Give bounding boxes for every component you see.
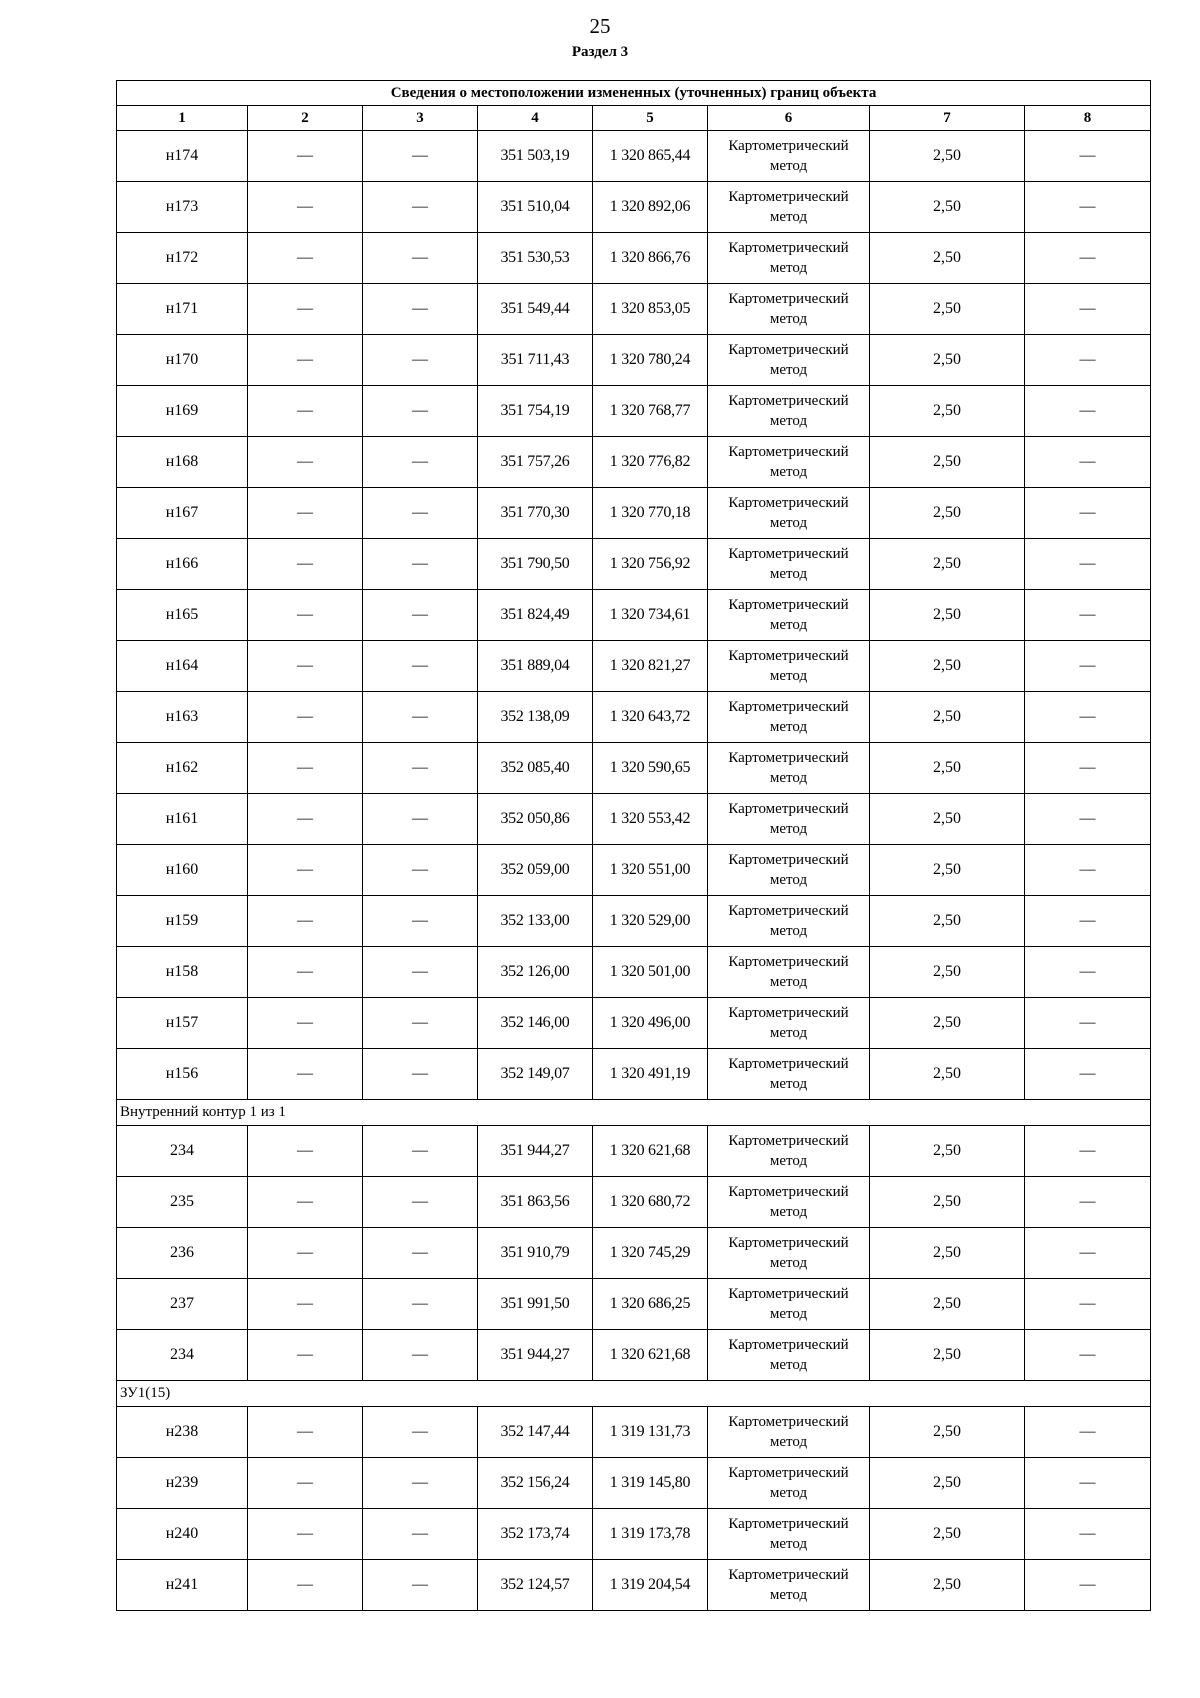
y-coordinate-cell: 1 320 866,76 [593,233,708,284]
group-header-row [117,1381,1151,1407]
x-coordinate-cell: 351 530,53 [478,233,593,284]
col3-cell: — [363,1177,478,1228]
point-name-cell: н240 [117,1509,248,1560]
col3-cell: — [363,1560,478,1611]
col2-cell: — [248,590,363,641]
col2-cell: — [248,947,363,998]
column-number: 2 [248,106,363,131]
table-row [117,539,1151,590]
x-coordinate-cell: 351 711,43 [478,335,593,386]
col8-cell: — [1025,1279,1151,1330]
x-coordinate-cell: 351 503,19 [478,131,593,182]
y-coordinate-cell: 1 320 491,19 [593,1049,708,1100]
method-cell: Картометрический метод [708,1049,870,1100]
group-header-row [117,1100,1151,1126]
accuracy-cell: 2,50 [870,1560,1025,1611]
table-row [117,1279,1151,1330]
col2-cell: — [248,1560,363,1611]
accuracy-cell: 2,50 [870,743,1025,794]
accuracy-cell: 2,50 [870,1509,1025,1560]
table-row [117,896,1151,947]
method-cell: Картометрический метод [708,182,870,233]
column-number: 3 [363,106,478,131]
col3-cell: — [363,692,478,743]
col8-cell: — [1025,1330,1151,1381]
col8-cell: — [1025,896,1151,947]
method-cell: Картометрический метод [708,1509,870,1560]
section-title: Раздел 3 [571,44,629,60]
accuracy-cell: 2,50 [870,794,1025,845]
table-row [117,1177,1151,1228]
table-row [117,233,1151,284]
table-caption-row [117,81,1151,106]
method-cell: Картометрический метод [708,1177,870,1228]
col3-cell: — [363,1407,478,1458]
point-name-cell: н160 [117,845,248,896]
col2-cell: — [248,335,363,386]
accuracy-cell: 2,50 [870,1407,1025,1458]
accuracy-cell: 2,50 [870,1126,1025,1177]
col2-cell: — [248,794,363,845]
point-name-cell: н156 [117,1049,248,1100]
column-number: 4 [478,106,593,131]
coordinates-table [116,80,1151,1611]
y-coordinate-cell: 1 319 173,78 [593,1509,708,1560]
col3-cell: — [363,947,478,998]
col8-cell: — [1025,947,1151,998]
point-name-cell: 234 [117,1126,248,1177]
col2-cell: — [248,1049,363,1100]
accuracy-cell: 2,50 [870,947,1025,998]
point-name-cell: н161 [117,794,248,845]
group-label: Внутренний контур 1 из 1 [117,1100,1151,1126]
col2-cell: — [248,233,363,284]
col8-cell: — [1025,233,1151,284]
method-cell: Картометрический метод [708,233,870,284]
column-number: 1 [117,106,248,131]
accuracy-cell: 2,50 [870,896,1025,947]
column-number: 7 [870,106,1025,131]
col3-cell: — [363,998,478,1049]
col8-cell: — [1025,743,1151,794]
col2-cell: — [248,437,363,488]
col8-cell: — [1025,1177,1151,1228]
method-cell: Картометрический метод [708,131,870,182]
col3-cell: — [363,743,478,794]
x-coordinate-cell: 352 126,00 [478,947,593,998]
col2-cell: — [248,845,363,896]
y-coordinate-cell: 1 320 496,00 [593,998,708,1049]
accuracy-cell: 2,50 [870,692,1025,743]
col3-cell: — [363,182,478,233]
point-name-cell: 235 [117,1177,248,1228]
x-coordinate-cell: 352 147,44 [478,1407,593,1458]
accuracy-cell: 2,50 [870,182,1025,233]
y-coordinate-cell: 1 320 780,24 [593,335,708,386]
col3-cell: — [363,1126,478,1177]
x-coordinate-cell: 352 156,24 [478,1458,593,1509]
y-coordinate-cell: 1 320 776,82 [593,437,708,488]
accuracy-cell: 2,50 [870,386,1025,437]
col3-cell: — [363,539,478,590]
table-row [117,1228,1151,1279]
col2-cell: — [248,131,363,182]
y-coordinate-cell: 1 320 768,77 [593,386,708,437]
accuracy-cell: 2,50 [870,1330,1025,1381]
col2-cell: — [248,1458,363,1509]
column-number: 6 [708,106,870,131]
method-cell: Картометрический метод [708,896,870,947]
x-coordinate-cell: 352 124,57 [478,1560,593,1611]
accuracy-cell: 2,50 [870,131,1025,182]
method-cell: Картометрический метод [708,1330,870,1381]
col8-cell: — [1025,539,1151,590]
accuracy-cell: 2,50 [870,1049,1025,1100]
point-name-cell: н159 [117,896,248,947]
method-cell: Картометрический метод [708,1560,870,1611]
col3-cell: — [363,437,478,488]
point-name-cell: н164 [117,641,248,692]
y-coordinate-cell: 1 320 745,29 [593,1228,708,1279]
table-row [117,1458,1151,1509]
y-coordinate-cell: 1 320 529,00 [593,896,708,947]
method-cell: Картометрический метод [708,386,870,437]
col8-cell: — [1025,794,1151,845]
x-coordinate-cell: 352 133,00 [478,896,593,947]
accuracy-cell: 2,50 [870,1177,1025,1228]
col2-cell: — [248,1228,363,1279]
table-row [117,1126,1151,1177]
col2-cell: — [248,1126,363,1177]
y-coordinate-cell: 1 319 131,73 [593,1407,708,1458]
table-row [117,998,1151,1049]
accuracy-cell: 2,50 [870,998,1025,1049]
col3-cell: — [363,233,478,284]
table-caption: Сведения о местоположении измененных (уточненных) границ объекта [117,81,1151,106]
col8-cell: — [1025,998,1151,1049]
y-coordinate-cell: 1 320 865,44 [593,131,708,182]
col3-cell: — [363,794,478,845]
table-row [117,386,1151,437]
table-row [117,641,1151,692]
col8-cell: — [1025,1049,1151,1100]
table-row [117,1330,1151,1381]
point-name-cell: н163 [117,692,248,743]
col2-cell: — [248,1509,363,1560]
table-row [117,845,1151,896]
accuracy-cell: 2,50 [870,233,1025,284]
point-name-cell: н173 [117,182,248,233]
method-cell: Картометрический метод [708,743,870,794]
y-coordinate-cell: 1 320 734,61 [593,590,708,641]
method-cell: Картометрический метод [708,794,870,845]
y-coordinate-cell: 1 320 680,72 [593,1177,708,1228]
method-cell: Картометрический метод [708,488,870,539]
point-name-cell: н172 [117,233,248,284]
col2-cell: — [248,998,363,1049]
point-name-cell: 234 [117,1330,248,1381]
col3-cell: — [363,845,478,896]
accuracy-cell: 2,50 [870,845,1025,896]
x-coordinate-cell: 351 944,27 [478,1330,593,1381]
x-coordinate-cell: 351 510,04 [478,182,593,233]
method-cell: Картометрический метод [708,590,870,641]
x-coordinate-cell: 352 059,00 [478,845,593,896]
point-name-cell: н168 [117,437,248,488]
x-coordinate-cell: 351 790,50 [478,539,593,590]
y-coordinate-cell: 1 320 643,72 [593,692,708,743]
method-cell: Картометрический метод [708,1126,870,1177]
col2-cell: — [248,692,363,743]
col3-cell: — [363,131,478,182]
x-coordinate-cell: 351 824,49 [478,590,593,641]
col3-cell: — [363,1509,478,1560]
method-cell: Картометрический метод [708,539,870,590]
point-name-cell: 236 [117,1228,248,1279]
col8-cell: — [1025,590,1151,641]
accuracy-cell: 2,50 [870,641,1025,692]
x-coordinate-cell: 351 910,79 [478,1228,593,1279]
col2-cell: — [248,641,363,692]
column-number: 8 [1025,106,1151,131]
col8-cell: — [1025,1126,1151,1177]
col2-cell: — [248,1177,363,1228]
col2-cell: — [248,896,363,947]
col2-cell: — [248,1279,363,1330]
y-coordinate-cell: 1 320 686,25 [593,1279,708,1330]
y-coordinate-cell: 1 320 853,05 [593,284,708,335]
y-coordinate-cell: 1 320 501,00 [593,947,708,998]
y-coordinate-cell: 1 320 621,68 [593,1126,708,1177]
x-coordinate-cell: 351 549,44 [478,284,593,335]
x-coordinate-cell: 352 085,40 [478,743,593,794]
method-cell: Картометрический метод [708,845,870,896]
col8-cell: — [1025,845,1151,896]
col3-cell: — [363,896,478,947]
point-name-cell: н167 [117,488,248,539]
y-coordinate-cell: 1 319 145,80 [593,1458,708,1509]
point-name-cell: н158 [117,947,248,998]
point-name-cell: н238 [117,1407,248,1458]
col3-cell: — [363,335,478,386]
table-row [117,131,1151,182]
table-body [117,81,1151,1611]
x-coordinate-cell: 351 991,50 [478,1279,593,1330]
col3-cell: — [363,386,478,437]
method-cell: Картометрический метод [708,1228,870,1279]
col3-cell: — [363,1330,478,1381]
x-coordinate-cell: 351 757,26 [478,437,593,488]
table-row [117,743,1151,794]
accuracy-cell: 2,50 [870,335,1025,386]
col8-cell: — [1025,488,1151,539]
point-name-cell: н241 [117,1560,248,1611]
method-cell: Картометрический метод [708,998,870,1049]
accuracy-cell: 2,50 [870,284,1025,335]
x-coordinate-cell: 352 173,74 [478,1509,593,1560]
x-coordinate-cell: 352 050,86 [478,794,593,845]
x-coordinate-cell: 351 863,56 [478,1177,593,1228]
col3-cell: — [363,590,478,641]
col3-cell: — [363,1228,478,1279]
column-number: 5 [593,106,708,131]
y-coordinate-cell: 1 320 821,27 [593,641,708,692]
accuracy-cell: 2,50 [870,1458,1025,1509]
col8-cell: — [1025,692,1151,743]
accuracy-cell: 2,50 [870,590,1025,641]
col8-cell: — [1025,1509,1151,1560]
col2-cell: — [248,743,363,794]
table-row [117,1407,1151,1458]
y-coordinate-cell: 1 320 553,42 [593,794,708,845]
y-coordinate-cell: 1 320 590,65 [593,743,708,794]
col3-cell: — [363,1049,478,1100]
col3-cell: — [363,488,478,539]
method-cell: Картометрический метод [708,692,870,743]
col2-cell: — [248,386,363,437]
col8-cell: — [1025,641,1151,692]
col2-cell: — [248,1330,363,1381]
table-row [117,590,1151,641]
col8-cell: — [1025,1458,1151,1509]
table-row [117,335,1151,386]
col3-cell: — [363,641,478,692]
accuracy-cell: 2,50 [870,539,1025,590]
col8-cell: — [1025,182,1151,233]
method-cell: Картометрический метод [708,1458,870,1509]
point-name-cell: н165 [117,590,248,641]
accuracy-cell: 2,50 [870,437,1025,488]
point-name-cell: 237 [117,1279,248,1330]
accuracy-cell: 2,50 [870,1228,1025,1279]
col2-cell: — [248,539,363,590]
y-coordinate-cell: 1 320 770,18 [593,488,708,539]
point-name-cell: н162 [117,743,248,794]
method-cell: Картометрический метод [708,284,870,335]
table-row [117,1049,1151,1100]
col8-cell: — [1025,386,1151,437]
col2-cell: — [248,284,363,335]
table-row [117,947,1151,998]
page-number: 25 [589,14,611,38]
col8-cell: — [1025,1560,1151,1611]
accuracy-cell: 2,50 [870,488,1025,539]
col8-cell: — [1025,131,1151,182]
col8-cell: — [1025,284,1151,335]
y-coordinate-cell: 1 320 892,06 [593,182,708,233]
method-cell: Картометрический метод [708,1279,870,1330]
point-name-cell: н171 [117,284,248,335]
table-row [117,437,1151,488]
table-row [117,182,1151,233]
y-coordinate-cell: 1 320 551,00 [593,845,708,896]
method-cell: Картометрический метод [708,437,870,488]
table-row [117,1509,1151,1560]
col8-cell: — [1025,335,1151,386]
x-coordinate-cell: 352 146,00 [478,998,593,1049]
method-cell: Картометрический метод [708,947,870,998]
col2-cell: — [248,488,363,539]
x-coordinate-cell: 351 754,19 [478,386,593,437]
group-label: ЗУ1(15) [117,1381,1151,1407]
point-name-cell: н174 [117,131,248,182]
x-coordinate-cell: 351 770,30 [478,488,593,539]
col3-cell: — [363,1458,478,1509]
y-coordinate-cell: 1 319 204,54 [593,1560,708,1611]
col8-cell: — [1025,1228,1151,1279]
y-coordinate-cell: 1 320 756,92 [593,539,708,590]
column-number-row [117,106,1151,131]
col8-cell: — [1025,437,1151,488]
col3-cell: — [363,284,478,335]
col2-cell: — [248,1407,363,1458]
table-row [117,1560,1151,1611]
point-name-cell: н169 [117,386,248,437]
table-row [117,794,1151,845]
point-name-cell: н157 [117,998,248,1049]
method-cell: Картометрический метод [708,641,870,692]
table-row [117,488,1151,539]
x-coordinate-cell: 351 944,27 [478,1126,593,1177]
x-coordinate-cell: 352 138,09 [478,692,593,743]
y-coordinate-cell: 1 320 621,68 [593,1330,708,1381]
x-coordinate-cell: 351 889,04 [478,641,593,692]
x-coordinate-cell: 352 149,07 [478,1049,593,1100]
accuracy-cell: 2,50 [870,1279,1025,1330]
method-cell: Картометрический метод [708,1407,870,1458]
table-row [117,284,1151,335]
col2-cell: — [248,182,363,233]
method-cell: Картометрический метод [708,335,870,386]
table-row [117,692,1151,743]
point-name-cell: н166 [117,539,248,590]
point-name-cell: н170 [117,335,248,386]
point-name-cell: н239 [117,1458,248,1509]
col3-cell: — [363,1279,478,1330]
col8-cell: — [1025,1407,1151,1458]
